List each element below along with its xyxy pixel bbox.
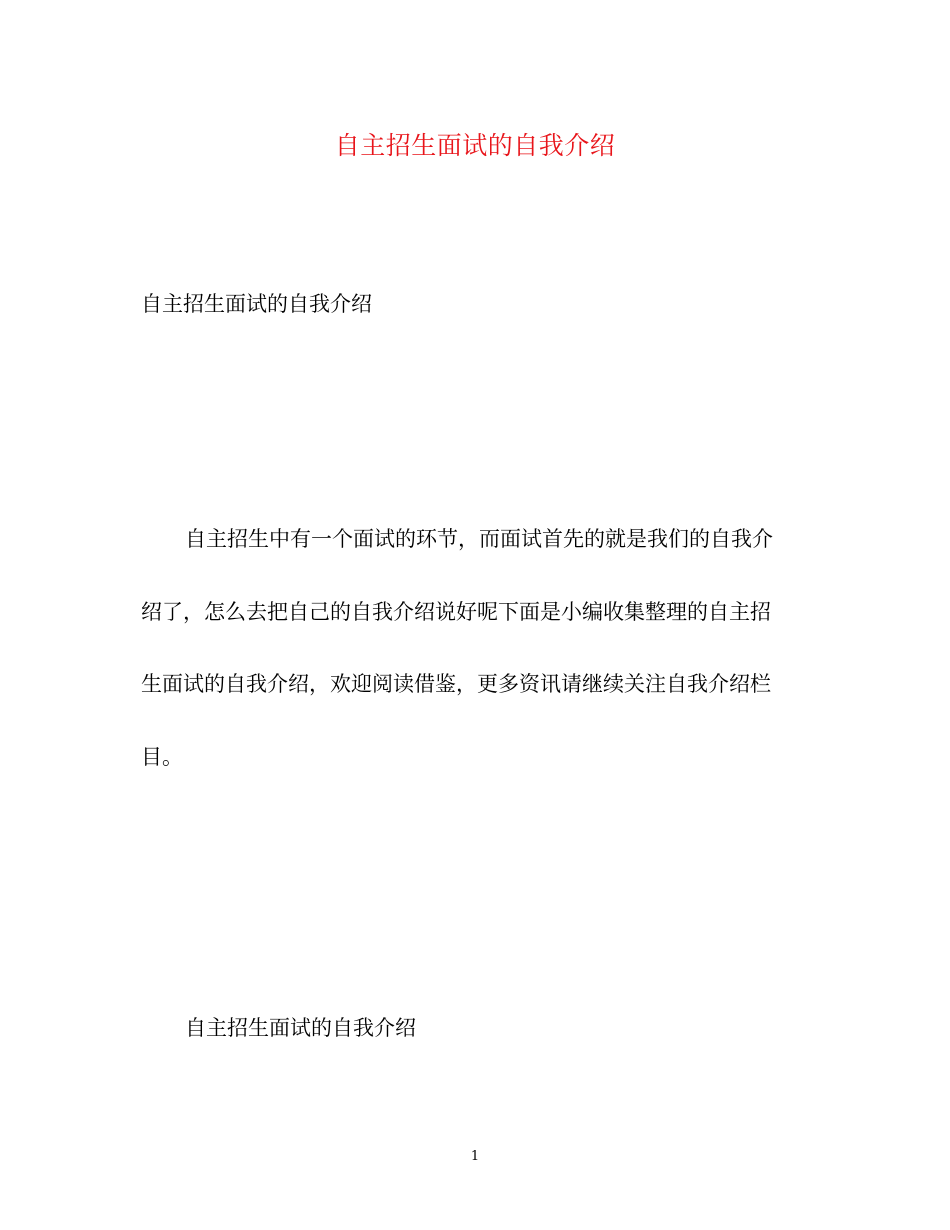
- page-number: 1: [470, 1149, 480, 1164]
- paragraph-line: 自主招生中有一个面试的环节，而面试首先的就是我们的自我介: [185, 527, 773, 551]
- intro-paragraph: [141, 503, 795, 793]
- paragraph-line: 绍了，怎么去把自己的自我介绍说好呢下面是小编收集整理的自主招: [141, 599, 771, 624]
- paragraph-line: 生面试的自我介绍，欢迎阅读借鉴，更多资讯请继续关注自我介绍栏: [141, 672, 771, 697]
- section-heading: 自主招生面试的自我介绍: [185, 1016, 416, 1040]
- document-subtitle: 自主招生面试的自我介绍: [141, 292, 372, 316]
- document-title: 自主招生面试的自我介绍: [334, 131, 616, 160]
- paragraph-line: 目。: [141, 744, 183, 769]
